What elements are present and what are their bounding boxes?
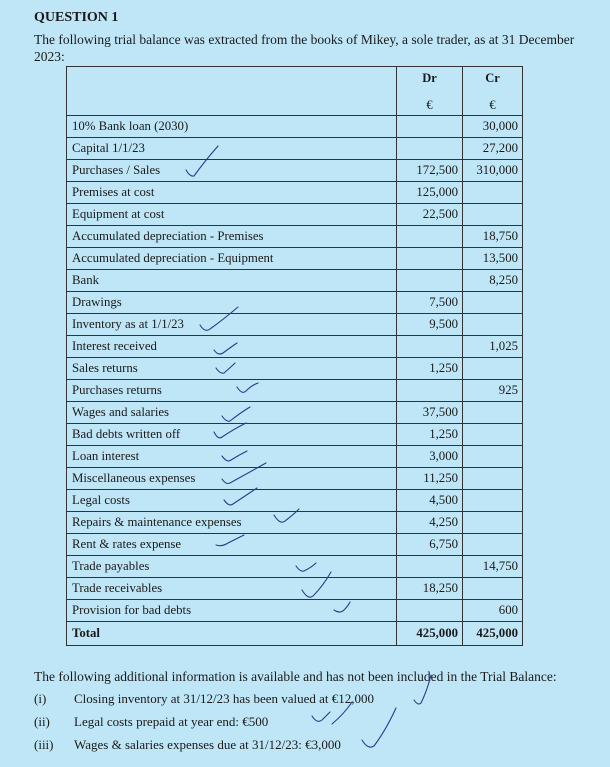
dr-amount-cell: 18,250	[397, 578, 463, 600]
cr-amount-cell	[463, 578, 523, 600]
account-name-cell: Trade payables	[67, 556, 397, 578]
cr-amount-cell	[463, 534, 523, 556]
info-item	[34, 737, 341, 753]
dr-amount-cell: 3,000	[397, 446, 463, 468]
account-name-cell: Purchases returns	[67, 380, 397, 402]
table-row	[67, 226, 523, 248]
info-item-number: (i)	[34, 691, 47, 706]
table-row	[67, 534, 523, 556]
question-title: QUESTION 1	[34, 10, 119, 25]
account-name-cell: Equipment at cost	[67, 204, 397, 226]
dr-amount-cell: 9,500	[397, 314, 463, 336]
account-name-cell: Interest received	[67, 336, 397, 358]
header-dr	[397, 67, 463, 116]
table-row	[67, 578, 523, 600]
table-row	[67, 512, 523, 534]
table-row	[67, 138, 523, 160]
dr-amount-cell: 6,750	[397, 534, 463, 556]
header-cr	[463, 67, 523, 116]
cr-amount-cell: 8,250	[463, 270, 523, 292]
cr-amount-cell	[463, 424, 523, 446]
header-blank	[67, 67, 397, 116]
dr-amount-cell: 172,500	[397, 160, 463, 182]
cr-amount-cell: 310,000	[463, 160, 523, 182]
info-item	[34, 691, 374, 707]
cr-amount-cell	[463, 292, 523, 314]
cr-amount-cell	[463, 490, 523, 512]
cr-amount-cell	[463, 358, 523, 380]
dr-amount-cell: 4,250	[397, 512, 463, 534]
tick-mark	[362, 708, 396, 747]
cr-amount-cell: 600	[463, 600, 523, 622]
account-name-cell: Purchases / Sales	[67, 160, 397, 182]
account-name-cell: Inventory as at 1/1/23	[67, 314, 397, 336]
info-item-text: Closing inventory at 31/12/23 has been valued at €12,000	[74, 691, 375, 706]
dr-label: Dr	[422, 71, 437, 85]
dr-amount-cell: 1,250	[397, 424, 463, 446]
table-row	[67, 402, 523, 424]
table-row	[67, 292, 523, 314]
dr-amount-cell	[397, 270, 463, 292]
table-row	[67, 468, 523, 490]
info-item-text: Wages & salaries expenses due at 31/12/23: €3,000	[74, 737, 341, 752]
table-row	[67, 446, 523, 468]
account-name-cell: Wages and salaries	[67, 402, 397, 424]
table-row	[67, 248, 523, 270]
table-row	[67, 160, 523, 182]
dr-amount-cell: 22,500	[397, 204, 463, 226]
additional-info-heading: The following additional information is available and has not been included in the Trial Balance:	[34, 669, 557, 684]
account-name-cell: Accumulated depreciation - Equipment	[67, 248, 397, 270]
total-cr-cell: 425,000	[463, 622, 523, 646]
account-name-cell: Bad debts written off	[67, 424, 397, 446]
table-row	[67, 314, 523, 336]
cr-amount-cell	[463, 204, 523, 226]
account-name-cell: Bank	[67, 270, 397, 292]
info-item-number: (iii)	[34, 737, 54, 752]
account-name-cell: Legal costs	[67, 490, 397, 512]
account-name-cell: Premises at cost	[67, 182, 397, 204]
total-row	[67, 622, 523, 646]
dr-amount-cell: 11,250	[397, 468, 463, 490]
dr-amount-cell: 1,250	[397, 358, 463, 380]
table-row	[67, 116, 523, 138]
dr-amount-cell	[397, 556, 463, 578]
account-name-cell: Repairs & maintenance expenses	[67, 512, 397, 534]
dr-amount-cell	[397, 380, 463, 402]
account-name-cell: Loan interest	[67, 446, 397, 468]
account-name-cell: Capital 1/1/23	[67, 138, 397, 160]
cr-amount-cell: 1,025	[463, 336, 523, 358]
info-item-text: Legal costs prepaid at year end: €500	[74, 714, 269, 729]
dr-amount-cell: 125,000	[397, 182, 463, 204]
table-row	[67, 270, 523, 292]
account-name-cell: Provision for bad debts	[67, 600, 397, 622]
info-item	[34, 714, 268, 730]
dr-amount-cell	[397, 138, 463, 160]
account-name-cell: Accumulated depreciation - Premises	[67, 226, 397, 248]
account-name-cell: Miscellaneous expenses	[67, 468, 397, 490]
dr-amount-cell: 7,500	[397, 292, 463, 314]
cr-amount-cell: 13,500	[463, 248, 523, 270]
dr-amount-cell	[397, 116, 463, 138]
table-row	[67, 424, 523, 446]
table-row	[67, 490, 523, 512]
trial-balance-table	[66, 66, 523, 646]
cr-amount-cell: 925	[463, 380, 523, 402]
account-name-cell: Trade receivables	[67, 578, 397, 600]
cr-currency: €	[489, 98, 496, 112]
table-row	[67, 204, 523, 226]
dr-amount-cell: 4,500	[397, 490, 463, 512]
cr-amount-cell	[463, 314, 523, 336]
cr-amount-cell: 30,000	[463, 116, 523, 138]
table-row	[67, 380, 523, 402]
total-label-cell: Total	[67, 622, 397, 646]
total-dr-cell: 425,000	[397, 622, 463, 646]
dr-amount-cell	[397, 600, 463, 622]
account-name-cell: Rent & rates expense	[67, 534, 397, 556]
dr-amount-cell	[397, 248, 463, 270]
cr-amount-cell: 18,750	[463, 226, 523, 248]
tick-mark	[312, 712, 330, 721]
dr-amount-cell	[397, 226, 463, 248]
account-name-cell: Drawings	[67, 292, 397, 314]
cr-amount-cell	[463, 512, 523, 534]
table-row	[67, 336, 523, 358]
header-row	[67, 67, 523, 116]
table-row	[67, 600, 523, 622]
account-name-cell: Sales returns	[67, 358, 397, 380]
cr-label: Cr	[485, 71, 500, 85]
cr-amount-cell	[463, 446, 523, 468]
cr-amount-cell	[463, 402, 523, 424]
table-row	[67, 182, 523, 204]
dr-amount-cell	[397, 336, 463, 358]
cr-amount-cell: 14,750	[463, 556, 523, 578]
dr-currency: €	[426, 98, 433, 112]
cr-amount-cell	[463, 468, 523, 490]
table-row	[67, 358, 523, 380]
table-row	[67, 556, 523, 578]
dr-amount-cell: 37,500	[397, 402, 463, 424]
cr-amount-cell: 27,200	[463, 138, 523, 160]
intro-text: The following trial balance was extracted from the books of Mikey, a sole trader, as at 31 December 2023:	[34, 32, 575, 64]
info-item-number: (ii)	[34, 714, 50, 729]
account-name-cell: 10% Bank loan (2030)	[67, 116, 397, 138]
cr-amount-cell	[463, 182, 523, 204]
